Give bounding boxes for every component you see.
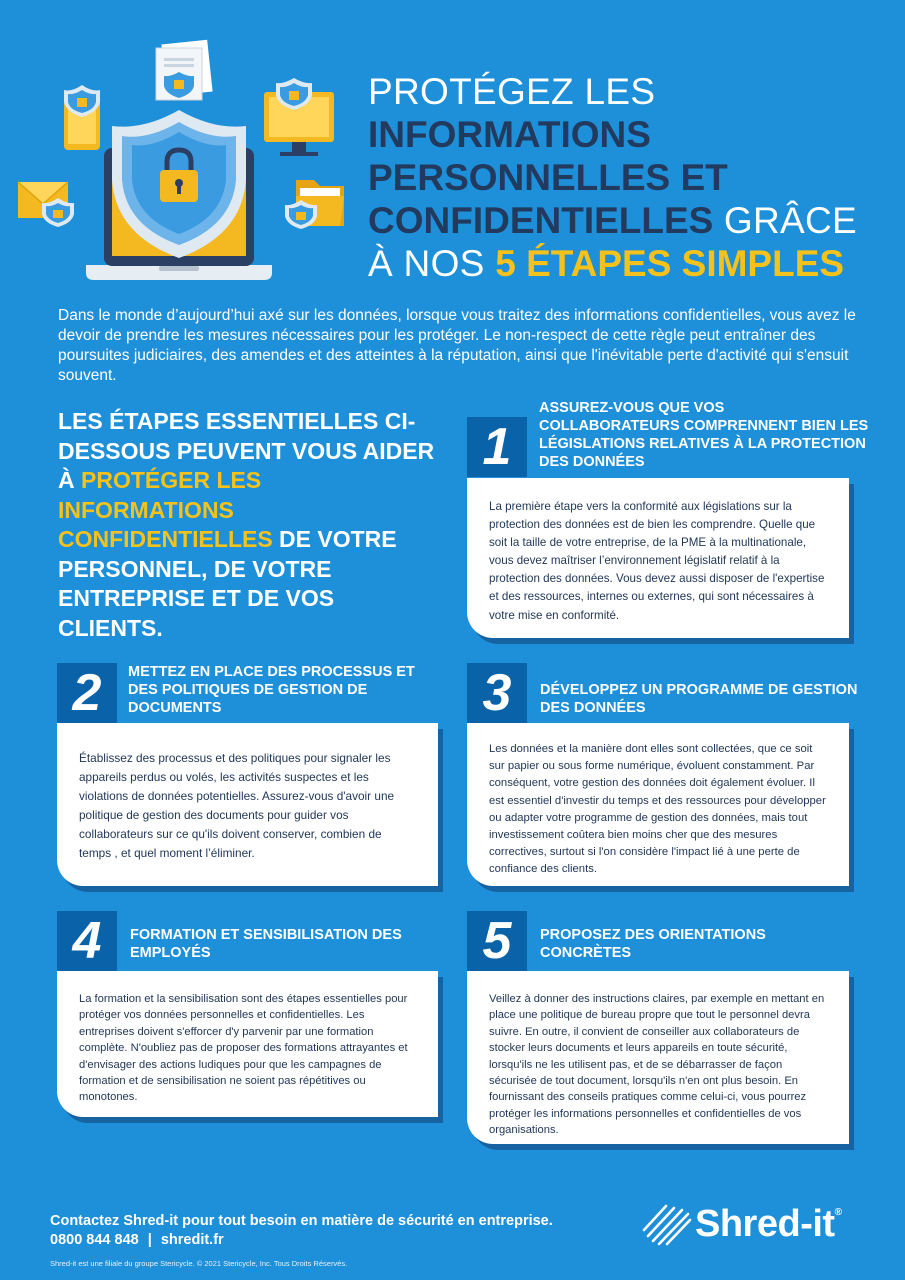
footer-contact-text: Contactez Shred-it pour tout besoin en matière de sécurité en entreprise. bbox=[50, 1213, 553, 1229]
step-5-title: PROPOSEZ DES ORIENTATIONS CONCRÈTES bbox=[540, 927, 766, 961]
title-line-5-light: À NOS bbox=[368, 243, 496, 284]
step-2-title: METTEZ EN PLACE DES PROCESSUS ET DES POLITIQUES DE GESTION DE DOCUMENTS bbox=[128, 664, 415, 716]
documents-icon bbox=[156, 40, 213, 100]
monitor-icon bbox=[264, 78, 334, 156]
title-line-5-accent: 5 ÉTAPES SIMPLES bbox=[495, 243, 845, 284]
step-2-number: 2 bbox=[57, 663, 117, 723]
main-title bbox=[368, 70, 888, 285]
step-3-card: Les données et la manière dont elles sont collectées, que ce soit sur papier ou sous forme numérique, évoluent constamment. Par conséquent, votre gestion des données doit également évoluer. Il est essentiel d'investir du temps et des ressources pour développer ou adapter votre programme de gestion des données, mais tout investissement coûtera bien moins cher que des mesures correctives, surtout si l'on considère l'impact lié à une perte de confiance des clients. bbox=[467, 723, 849, 886]
lead-accent: PROTÉGER LES INFORMATIONS CONFIDENTIELLES bbox=[58, 467, 273, 552]
step-5-number: 5 bbox=[467, 911, 527, 971]
envelope-icon bbox=[18, 182, 74, 227]
step-1-card: La première étape vers la conformité aux législations sur la protection des données est de bien les comprendre. Quelle que soit la taille de votre entreprise, de la PME à la multinationale, vous devez maîtriser l’environnement législatif relatif à la protection des données. Vous devez aussi disposer de l'expertise et des ressources, internes ou externes, qui sont nécessaires à votre mise en conformité. bbox=[467, 478, 849, 638]
intro-paragraph: Dans le monde d’aujourd’hui axé sur les données, lorsque vous traitez des informations confidentielles, vous avez le devoir de prendre les mesures nécessaires pour les protéger. Le non-respect de cette règle peut entraîner des poursuites judiciaires, des amendes et des atteintes à la réputation, ainsi que l'inévitable perte d'activité qui s'ensuit souvent. bbox=[58, 307, 856, 384]
footer-contact-line bbox=[50, 1231, 650, 1250]
step-1-number: 1 bbox=[467, 417, 527, 477]
phone-icon bbox=[64, 85, 100, 150]
footer-phone[interactable]: 0800 844 848 bbox=[50, 1232, 139, 1248]
title-line-4-bold: CONFIDENTIELLES bbox=[368, 200, 714, 241]
step-5-card: Veillez à donner des instructions claires, par exemple en mettant en place une politique de bureau propre que tout le personnel devra suivre. En outre, il convient de conseiller aux collaborateurs de stocker leurs documents et leurs appareils en toute sécurité, lorsqu'ils ne les utilisent pas, et de se débarrasser de façon sécurisée de tout document, lorsqu'ils n'en ont plus besoin. En fournissant des conseils pratiques comme celui-ci, vous pourrez protéger les informations personnelles et confidentielles de vos organisations. bbox=[467, 971, 849, 1144]
footer-website[interactable]: shredit.fr bbox=[160, 1232, 224, 1248]
footer-separator: | bbox=[147, 1232, 152, 1248]
logo-registered: ® bbox=[834, 1207, 842, 1218]
step-3-number: 3 bbox=[467, 663, 527, 723]
step-3-title: DÉVELOPPEZ UN PROGRAMME DE GESTION DES DONNÉES bbox=[540, 682, 858, 716]
footer-legal: Shred-it est une filiale du groupe Stericycle. © 2021 Stericycle, Inc. Tous Droits Réservés. bbox=[50, 1259, 348, 1268]
title-line-1: PROTÉGEZ LES bbox=[368, 71, 656, 112]
step-1-title: ASSUREZ-VOUS QUE VOS COLLABORATEURS COMPRENNENT BIEN LES LÉGISLATIONS RELATIVES À LA PROTECTION DES DONNÉES bbox=[539, 400, 869, 470]
security-illustration bbox=[14, 30, 344, 295]
step-4-number: 4 bbox=[57, 911, 117, 971]
lead-text-2: DE VOTRE PERSONNEL, DE VOTRE ENTREPRISE ET DE VOS CLIENTS. bbox=[58, 526, 397, 641]
title-line-4-light: GRÂCE bbox=[713, 200, 858, 241]
lead-statement bbox=[58, 407, 438, 643]
folder-icon bbox=[285, 180, 344, 229]
title-line-2: INFORMATIONS bbox=[368, 114, 651, 155]
step-4-title: FORMATION ET SENSIBILISATION DES EMPLOYÉS bbox=[130, 927, 402, 961]
shredit-logo bbox=[695, 1203, 841, 1246]
title-line-3: PERSONNELLES ET bbox=[368, 157, 728, 198]
step-2-card: Établissez des processus et des politiques pour signaler les appareils perdus ou volés, les activités suspectes et les violations de données potentielles. Assurez-vous d'avoir une politique de gestion des documents pour guider vos collaborateurs sur ce qu'ils doivent conserver, combien de temps , et quel moment l’éliminer. bbox=[57, 723, 438, 886]
shredit-logo-icon bbox=[640, 1200, 692, 1248]
step-4-card: La formation et la sensibilisation sont des étapes essentielles pour protéger vos données personnelles et confidentielles. Les entreprises doivent s'efforcer d'y parvenir par une formation complète. N'oubliez pas de proposer des formations attrayantes et d'envisager des actions ludiques pour que les campagnes de formation et de sensibilisation ne soient pas répétitives ou monotones. bbox=[57, 971, 438, 1117]
logo-text: Shred-it bbox=[695, 1203, 835, 1245]
footer-contact bbox=[50, 1212, 650, 1250]
lead-text-1: LES ÉTAPES ESSENTIELLES CI-DESSOUS PEUVENT VOUS AIDER À bbox=[58, 408, 435, 493]
